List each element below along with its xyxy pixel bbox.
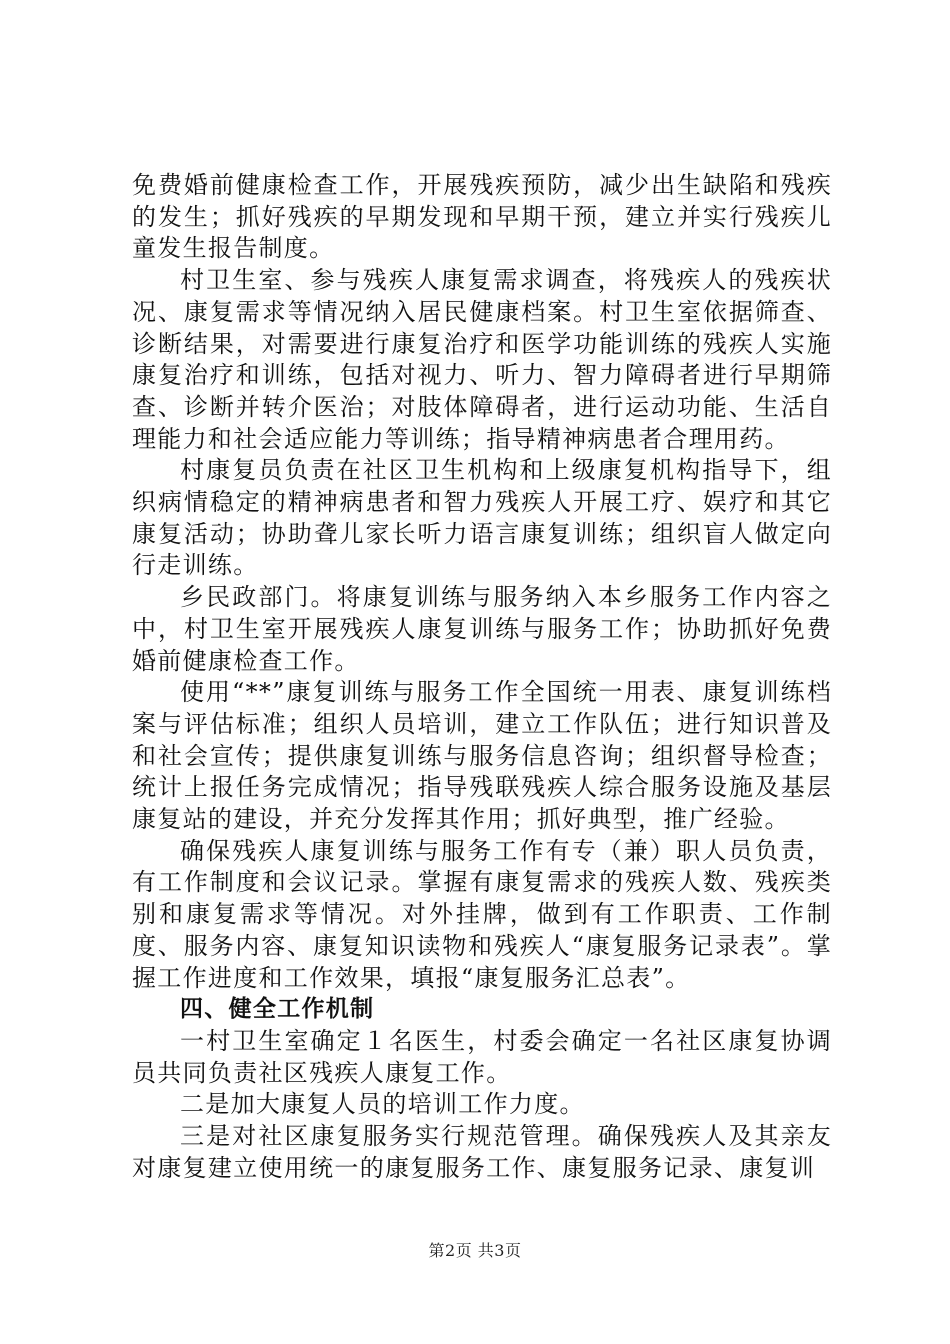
- paragraph-mechanism-3: 三是对社区康复服务实行规范管理。确保残疾人及其亲友对康复建立使用统一的康复服务工作、康复服务记录、康复训: [132, 1122, 832, 1182]
- paragraph-continued: 免费婚前健康检查工作，开展残疾预防，减少出生缺陷和残疾的发生；抓好残疾的早期发现和早期干预，建立并实行残疾儿童发生报告制度。: [132, 171, 832, 263]
- section-heading: 四、健全工作机制: [180, 996, 375, 1023]
- paragraph-rehab-worker: 村康复员负责在社区卫生机构和上级康复机构指导下，组织病情稳定的精神病患者和智力残疾人开展工疗、娱疗和其它康复活动；协助聋儿家长听力语言康复训练；组织盲人做定向行走训练。: [132, 456, 832, 580]
- paragraph-village-clinic: 村卫生室、参与残疾人康复需求调查，将残疾人的残疾状况、康复需求等情况纳入居民健康档案。村卫生室依据筛查、诊断结果，对需要进行康复治疗和医学功能训练的残疾人实施康复治疗和训练，包括对视力、听力、智力障碍者进行早期筛查、诊断并转介医治；对肢体障碍者，进行运动功能、生活自理能力和社会适应能力等训练；指导精神病患者合理用药。: [132, 266, 832, 453]
- paragraph-mechanism-1: 一村卫生室确定１名医生，村委会确定一名社区康复协调员共同负责社区残疾人康复工作。: [132, 1026, 832, 1087]
- paragraph-staffing: 确保残疾人康复训练与服务工作有专（兼）职人员负责，有工作制度和会议记录。掌握有康复需求的残疾人数、残疾类别和康复需求等情况。对外挂牌，做到有工作职责、工作制度、服务内容、康复知识读物和残疾人“康复服务记录表”。掌握工作进度和工作效果，填报“康复服务汇总表”。: [132, 836, 832, 992]
- document-body: [132, 170, 832, 1185]
- paragraph-mechanism-2: 二是加大康复人员的培训工作力度。: [180, 1090, 585, 1119]
- paragraph-standard-forms: 使用“**”康复训练与服务工作全国统一用表、康复训练档案与评估标准；组织人员培训，建立工作队伍；进行知识普及和社会宣传；提供康复训练与服务信息咨询；组织督导检查；统计上报任务完成情况；指导残联残疾人综合服务设施及基层康复站的建设，并充分发挥其作用；抓好典型，推广经验。: [132, 678, 832, 834]
- page-number-footer: 第2页 共3页: [428, 1241, 522, 1260]
- paragraph-civil-affairs: 乡民政部门。将康复训练与服务纳入本乡服务工作内容之中，村卫生室开展残疾人康复训练与服务工作；协助抓好免费婚前健康检查工作。: [132, 583, 832, 675]
